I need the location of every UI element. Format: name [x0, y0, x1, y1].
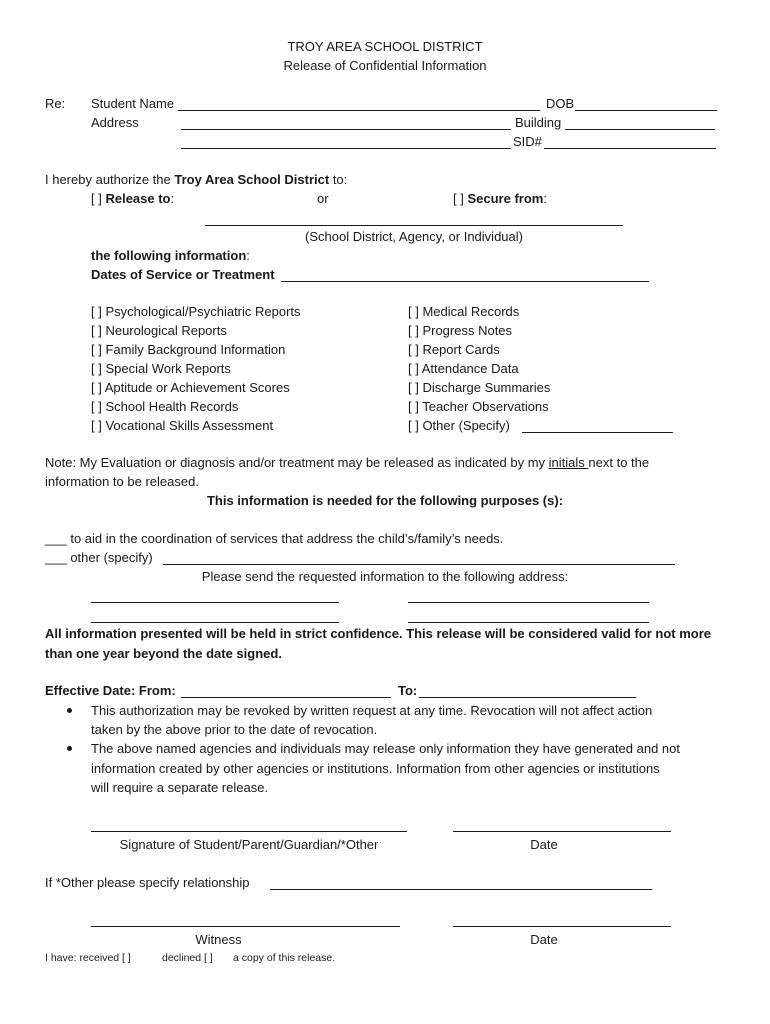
other-specify-field[interactable]: [522, 432, 673, 433]
purpose-other[interactable]: ___ other (specify): [45, 550, 153, 565]
record-option[interactable]: [ ] Medical Records: [408, 304, 520, 319]
form-title: Release of Confidential Information: [283, 58, 487, 73]
record-option[interactable]: [ ] Neurological Reports: [91, 323, 227, 338]
send-address-label: Please send the requested information to the following address:: [201, 569, 569, 584]
record-option[interactable]: [ ] Psychological/Psychiatric Reports: [91, 304, 301, 319]
signature-date-field[interactable]: [453, 831, 671, 832]
agency-field[interactable]: [205, 225, 623, 226]
effective-from-field[interactable]: [181, 697, 391, 698]
witness-label: Witness: [195, 932, 242, 947]
or-label: or: [317, 191, 329, 206]
address-line-left-2[interactable]: [91, 622, 339, 623]
signature-date-label: Date: [530, 837, 558, 852]
bullet-text: information created by other agencies or institutions. Information from other agencies or institutions: [91, 761, 660, 776]
bullet-icon: [67, 746, 72, 751]
sid-field[interactable]: [544, 148, 716, 149]
record-option[interactable]: [ ] Vocational Skills Assessment: [91, 418, 274, 433]
building-label: Building: [515, 115, 562, 130]
building-field[interactable]: [565, 129, 715, 130]
record-option[interactable]: [ ] Progress Notes: [408, 323, 513, 338]
confidentiality-line1: All information presented will be held in strict confidence. This release will be considered valid for not more: [45, 626, 712, 641]
record-option[interactable]: [ ] Special Work Reports: [91, 361, 231, 376]
purpose-other-field[interactable]: [163, 564, 675, 565]
signature-field[interactable]: [91, 831, 407, 832]
following-info-label: the following information:: [91, 248, 250, 263]
dob-field[interactable]: [575, 110, 717, 111]
agency-caption: (School District, Agency, or Individual): [305, 229, 523, 244]
address-label: Address: [91, 115, 139, 130]
record-option-other[interactable]: [ ] Other (Specify): [408, 418, 510, 433]
other-relationship-label: If *Other please specify relationship: [45, 875, 250, 890]
note-line1: Note: My Evaluation or diagnosis and/or treatment may be released as indicated by my initials next to the: [45, 455, 650, 470]
record-option[interactable]: [ ] Aptitude or Achievement Scores: [91, 380, 290, 395]
record-option[interactable]: [ ] Discharge Summaries: [408, 380, 551, 395]
signature-label: Signature of Student/Parent/Guardian/*Other: [119, 837, 379, 852]
bullet-icon: [67, 708, 72, 713]
bullet-text: The above named agencies and individuals may release only information they have generated and not: [91, 741, 680, 756]
address-line-left-1[interactable]: [91, 602, 339, 603]
address-line-right-2[interactable]: [408, 622, 649, 623]
re-label: Re:: [45, 96, 66, 111]
dates-of-service-field[interactable]: [281, 281, 649, 282]
effective-to-label: To:: [398, 683, 418, 698]
address-field-line1[interactable]: [181, 129, 511, 130]
record-option[interactable]: [ ] Report Cards: [408, 342, 500, 357]
release-to-checkbox[interactable]: [ ] Release to:: [91, 191, 175, 206]
record-option[interactable]: [ ] Attendance Data: [408, 361, 519, 376]
secure-from-checkbox[interactable]: [ ] Secure from:: [453, 191, 547, 206]
note-line2: information to be released.: [45, 474, 199, 489]
dob-label: DOB: [546, 96, 575, 111]
record-option[interactable]: [ ] School Health Records: [91, 399, 239, 414]
record-option[interactable]: [ ] Family Background Information: [91, 342, 286, 357]
purposes-heading: This information is needed for the following purposes (s):: [206, 493, 564, 508]
witness-field[interactable]: [91, 926, 400, 927]
district-name: TROY AREA SCHOOL DISTRICT: [287, 39, 483, 54]
bullet-text: taken by the above prior to the date of revocation.: [91, 722, 378, 737]
address-field-line2[interactable]: [181, 148, 511, 149]
copy-of-release-label: a copy of this release.: [233, 952, 336, 964]
authorize-sentence: I hereby authorize the Troy Area School District to:: [45, 172, 348, 187]
sid-label: SID#: [513, 134, 542, 149]
bullet-text: will require a separate release.: [91, 780, 269, 795]
witness-date-field[interactable]: [453, 926, 671, 927]
student-name-field[interactable]: [178, 110, 540, 111]
declined-checkbox[interactable]: declined [ ]: [162, 952, 213, 964]
address-line-right-1[interactable]: [408, 602, 649, 603]
confidentiality-line2: than one year beyond the date signed.: [45, 646, 282, 661]
received-checkbox[interactable]: I have: received [ ]: [45, 952, 131, 964]
effective-to-field[interactable]: [419, 697, 636, 698]
bullet-text: This authorization may be revoked by written request at any time. Revocation will not affect action: [91, 703, 653, 718]
other-relationship-field[interactable]: [270, 889, 652, 890]
record-option[interactable]: [ ] Teacher Observations: [408, 399, 549, 414]
student-name-label: Student Name: [91, 96, 175, 111]
dates-of-service-label: Dates of Service or Treatment: [91, 267, 275, 282]
effective-from-label: Effective Date: From:: [45, 683, 176, 698]
witness-date-label: Date: [530, 932, 558, 947]
purpose-coordination[interactable]: ___ to aid in the coordination of services that address the child’s/family’s needs.: [45, 531, 504, 546]
